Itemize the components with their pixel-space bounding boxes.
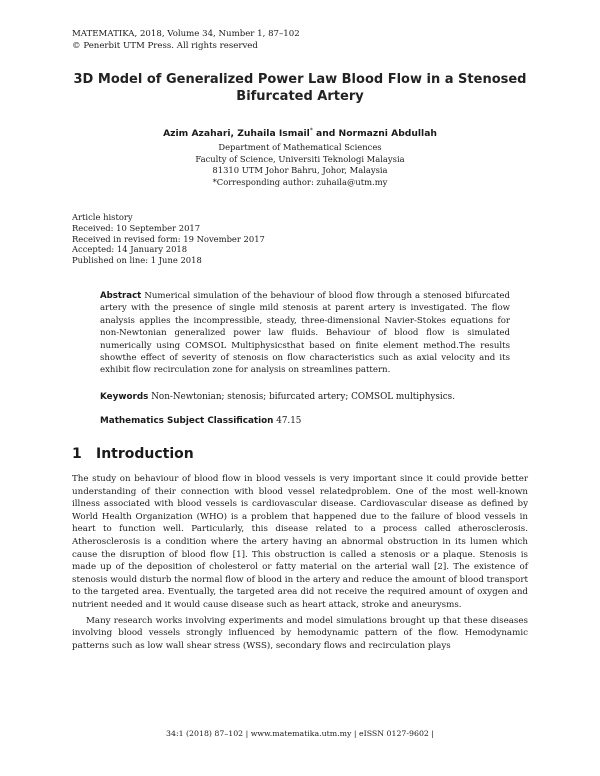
keywords-text: Non-Newtonian; stenosis; bifurcated artery; COMSOL multiphysics. [151, 392, 455, 402]
paragraph-1: The study on behaviour of blood flow in blood vessels is very important since it could provide better understanding of their connection with blood vessel relatedproblem. One of the most well-known illness associated with blood vessels is cardiovascular disease. Cardiovascular disease as defined by World Health Organization (WHO) is a problem that happened due to the failure of blood vessels in heart to function well. Particularly, this disease related to a process called atherosclerosis. Atherosclerosis is a condition where the artery having an abnormal obstruction in its lumen which cause the disruption of blood flow [1]. This obstruction is called a stenosis or a plaque. Stenosis is made up of the deposition of cholesterol or fatty material on the arterial wall [2]. The existence of stenosis would disturb the normal flow of blood in the artery and reduce the amount of blood transport to the targeted area. Eventually, the targeted area did not receive the required amount of oxygen and nutrient needed and it would cause disease such as heart attack, stroke and aneurysms. [72, 474, 528, 610]
abstract-label: Abstract [100, 291, 142, 301]
keywords [100, 392, 510, 402]
copyright-line: © Penerbit UTM Press. All rights reserved [72, 40, 258, 51]
section-heading [72, 446, 194, 462]
msc-value: 47.15 [276, 416, 302, 426]
body-text [72, 473, 528, 652]
address: 81310 UTM Johor Bahru, Johor, Malaysia [212, 165, 388, 175]
journal-citation: MATEMATIKA, 2018, Volume 34, Number 1, 87–102 [72, 29, 300, 39]
corresponding-author: *Corresponding author: zuhaila@utm.my [212, 176, 388, 187]
subject-classification [100, 416, 510, 426]
keywords-label: Keywords [100, 392, 149, 402]
history-received: Received: 10 September 2017 [72, 222, 201, 233]
corresponding-mark: * [309, 127, 313, 134]
paragraph-2: Many research works involving experiments and model simulations brought up that these diseases involving blood vessels strongly influenced by hemodynamic pattern of the flow. Hemodynamic patterns such as low wall shear stress (WSS), secondary flows and recirculation plays [72, 615, 528, 651]
author-3: and Normazni Abdullah [316, 128, 437, 140]
title-line-1: 3D Model of Generalized Power Law Blood Flow in a Stenosed [73, 72, 527, 87]
faculty: Faculty of Science, Universiti Teknologi Malaysia [195, 153, 405, 164]
history-accepted: Accepted: 14 January 2018 [72, 244, 188, 255]
journal-header [72, 29, 300, 52]
author-2: Zuhaila Ismail [237, 128, 310, 140]
history-heading: Article history [72, 212, 133, 222]
section-title: Introduction [96, 446, 194, 462]
history-revised: Received in revised form: 19 November 2017 [72, 233, 265, 244]
page-footer: 34:1 (2018) 87–102 | www.matematika.utm.my | eISSN 0127-9602 | [166, 729, 434, 738]
msc-label: Mathematics Subject Classification [100, 416, 274, 426]
section-number: 1 [72, 446, 82, 462]
author-1: Azim Azahari, [163, 128, 235, 140]
abstract [100, 290, 510, 377]
abstract-text: Numerical simulation of the behaviour of blood flow through a stenosed bifurcated artery with the presence of single mild stenosis at parent artery is investigated. The flow analysis applies the incompressible, steady, three-dimensional Navier-Stokes equations for non-Newtonian generalized power law fluids. Behaviour of blood flow is simulated numerically using COMSOL Multiphysicsthat based on finite element method.The results showthe effect of severity of stenosis on flow characteristics such as axial velocity and its exhibit flow recirculation zone for analysis on streamlines pattern. [100, 291, 511, 376]
affiliation-block [60, 142, 540, 188]
title-line-2: Bifurcated Artery [236, 89, 364, 104]
article-history [72, 212, 265, 266]
history-published: Published on line: 1 June 2018 [72, 255, 202, 266]
paper-title [60, 71, 540, 105]
author-list [60, 127, 540, 139]
department: Department of Mathematical Sciences [218, 142, 382, 152]
